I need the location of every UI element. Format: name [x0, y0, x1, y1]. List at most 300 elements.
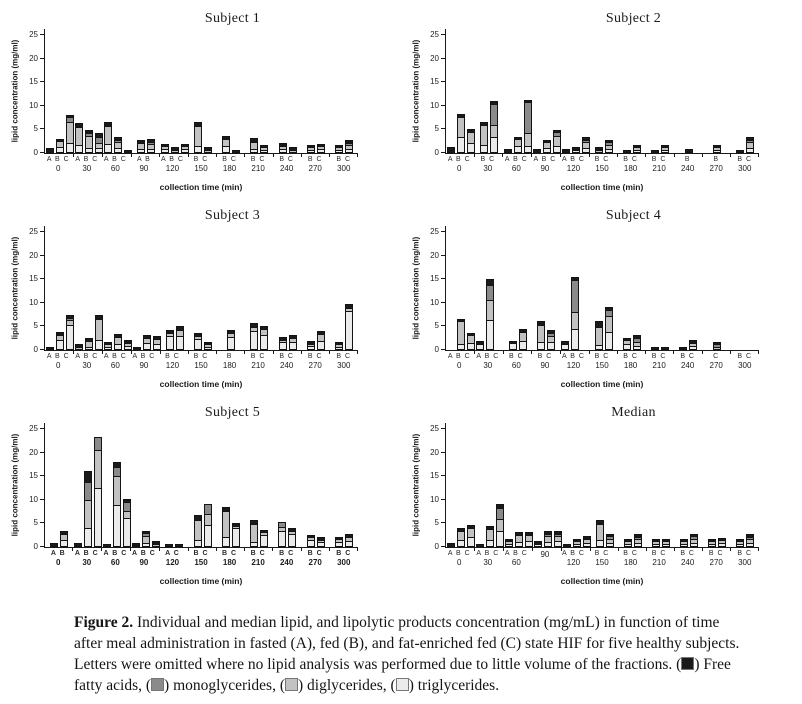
- x-label-cell: [44, 156, 73, 174]
- y-axis-label-text: lipid concentration (mg/ml): [10, 433, 20, 537]
- bar-segment-triglycerides: [607, 543, 613, 546]
- bar-segment-free_fatty_acids: [505, 150, 511, 152]
- bar-slot: [514, 532, 523, 547]
- bar-group-60: [103, 29, 132, 153]
- bar-group-180: [217, 29, 245, 153]
- time-label: 30: [82, 164, 92, 173]
- time-label: 180: [623, 361, 638, 370]
- bar-segment-diglycerides: [61, 534, 67, 541]
- stacked-bar-B-180: [624, 539, 632, 548]
- condition-letters: B C: [279, 156, 294, 163]
- bar-segment-triglycerides: [625, 544, 631, 547]
- bar-segment-triglycerides: [346, 541, 352, 546]
- condition-letters: A B C: [103, 550, 128, 557]
- condition-letters: B C: [651, 353, 667, 360]
- bar-group-270: [302, 423, 330, 547]
- bar-slot: [123, 340, 132, 350]
- bar-group-120: [160, 29, 189, 153]
- bar-group-90: [532, 29, 561, 153]
- bar-segment-triglycerides: [653, 544, 659, 547]
- condition-letters: A B C: [103, 156, 127, 163]
- bar-segment-free_fatty_acids: [133, 544, 139, 546]
- bar-slot: [306, 535, 315, 547]
- chart-body: [401, 226, 802, 389]
- bar-slot: [604, 307, 613, 350]
- time-label: 90: [540, 550, 550, 559]
- bar-segment-diglycerides: [468, 335, 474, 343]
- bar-slot: [166, 330, 175, 350]
- stacked-bar-B-120: [572, 147, 580, 153]
- bar-group-300: [330, 423, 358, 547]
- bar-segment-diglycerides: [515, 139, 521, 146]
- bar-group-0: [45, 29, 74, 153]
- bar-group-90: [131, 423, 160, 547]
- y-tick-label: 20: [430, 250, 439, 260]
- bar-segment-diglycerides: [223, 139, 229, 147]
- bar-slot: [572, 539, 581, 548]
- bar-segment-triglycerides: [280, 342, 286, 349]
- y-tick-label: 20: [430, 53, 439, 63]
- bar-slot: [132, 347, 141, 351]
- stacked-bar-C-150: [606, 534, 614, 547]
- y-axis-label: [409, 226, 423, 350]
- plot-area: [44, 423, 358, 548]
- bar-group-300: [330, 29, 358, 153]
- x-label-cell: [702, 353, 731, 371]
- bar-slot: [160, 144, 169, 153]
- stacked-bar-C-300: [345, 304, 353, 350]
- bar-segment-triglycerides: [105, 347, 111, 350]
- bar-segment-triglycerides: [96, 340, 102, 349]
- time-label: 270: [709, 164, 723, 173]
- bar-segment-triglycerides: [662, 150, 668, 153]
- x-label-cell: [101, 550, 130, 568]
- bar-slot: [519, 329, 528, 350]
- x-label-cell: [187, 156, 216, 174]
- x-label-cell: [645, 550, 674, 568]
- time-label: 270: [308, 164, 322, 173]
- bar-slot: [547, 330, 556, 350]
- x-tick-mark: [645, 350, 646, 354]
- x-label-cell: [130, 156, 159, 174]
- time-label: 240: [279, 558, 294, 567]
- condition-letters: B C: [250, 550, 266, 557]
- bar-slot: [55, 139, 64, 153]
- chart-body: [401, 29, 802, 192]
- condition-letters: B C: [737, 156, 753, 163]
- x-tick-mark: [244, 350, 245, 354]
- x-label-cell: [301, 353, 330, 371]
- bar-slot: [194, 333, 203, 350]
- stacked-bar-x-90: [544, 531, 552, 547]
- stacked-bar-B-0: [60, 531, 68, 547]
- stacked-bar-B-270: [307, 535, 315, 547]
- stacked-bar-B-240: [680, 539, 688, 548]
- bar-segment-triglycerides: [555, 541, 561, 546]
- bar-slot: [250, 138, 259, 153]
- bar-segment-diglycerides: [525, 133, 531, 147]
- bar-slot: [113, 137, 122, 153]
- stacked-bar-B-240: [279, 337, 287, 350]
- x-label-cell: [187, 353, 216, 371]
- bar-segment-triglycerides: [691, 543, 697, 546]
- chart-body: [0, 226, 401, 389]
- condition-letters: B C: [250, 156, 266, 163]
- bar-group-240: [274, 29, 302, 153]
- bar-slot: [112, 462, 121, 547]
- time-label: 150: [595, 361, 609, 370]
- bar-segment-triglycerides: [318, 341, 324, 349]
- bar-slot: [122, 499, 131, 547]
- stacked-bar-A-90: [533, 149, 541, 153]
- condition-letters: B: [226, 353, 233, 360]
- x-labels-row: [445, 550, 759, 568]
- bar-segment-free_fatty_acids: [47, 348, 53, 350]
- stacked-bar-B-90: [537, 321, 545, 350]
- bar-segment-triglycerides: [261, 335, 267, 349]
- y-tick-label: 10: [430, 100, 439, 110]
- condition-letters: B C: [279, 550, 295, 557]
- y-axis-label: [8, 423, 22, 547]
- bar-segment-monoglycerides: [525, 102, 531, 132]
- bar-segment-triglycerides: [251, 149, 257, 152]
- bar-segment-triglycerides: [336, 150, 342, 153]
- y-tick-label: 5: [434, 321, 439, 331]
- y-tick-label: 15: [29, 77, 38, 87]
- bar-segment-triglycerides: [515, 146, 521, 152]
- y-tick-label: 20: [29, 53, 38, 63]
- time-label: 60: [511, 558, 521, 567]
- bar-segment-triglycerides: [336, 542, 342, 546]
- bar-group-150: [591, 423, 619, 547]
- bar-segment-free_fatty_acids: [686, 150, 692, 152]
- x-label-cell: [158, 550, 187, 568]
- condition-letters: B C: [222, 550, 238, 557]
- stacked-bar-C-30: [496, 504, 504, 547]
- bar-segment-triglycerides: [606, 149, 612, 152]
- bar-slot: [84, 130, 93, 153]
- x-tick-mark: [272, 547, 273, 551]
- y-tick-label: 15: [430, 274, 439, 284]
- bar-segment-triglycerides: [261, 535, 267, 546]
- bar-slot: [250, 520, 259, 547]
- time-label: 300: [738, 164, 752, 173]
- x-tick-mark: [589, 350, 590, 354]
- y-axis-label: [409, 29, 423, 153]
- stacked-bar-B-120: [571, 277, 579, 350]
- bar-group-120: [562, 423, 591, 547]
- y-axis-label: [409, 423, 423, 547]
- bar-segment-triglycerides: [572, 329, 578, 349]
- x-tick-mark: [590, 547, 591, 551]
- y-axis-label-text: lipid concentration (mg/ml): [411, 236, 421, 340]
- bar-slot: [147, 139, 156, 153]
- stacked-bar-A-90: [132, 543, 140, 547]
- bar-slot: [260, 326, 269, 350]
- bar-segment-monoglycerides: [497, 508, 503, 518]
- stacked-bar-B-180: [623, 338, 631, 350]
- bar-segment-triglycerides: [535, 544, 541, 547]
- bar-segment-triglycerides: [67, 143, 73, 152]
- x-axis-title: collection time (min): [560, 379, 644, 389]
- bar-slot: [103, 342, 112, 351]
- stacked-bar-B-30: [480, 122, 488, 153]
- bar-group-120: [561, 226, 590, 350]
- stacked-bar-A-30: [75, 123, 83, 153]
- bar-slot: [605, 140, 614, 153]
- plot-area: [445, 29, 759, 154]
- bar-slot: [227, 330, 236, 351]
- bar-group-210: [245, 423, 273, 547]
- x-labels-row: [445, 156, 759, 174]
- bar-slot: [446, 147, 455, 153]
- condition-letters: B C: [222, 156, 237, 163]
- stacked-bar-C-0: [66, 115, 74, 153]
- time-label: 60: [511, 164, 521, 173]
- condition-letters: B C: [680, 353, 695, 360]
- time-label: 240: [680, 361, 695, 370]
- time-label: 30: [483, 361, 493, 370]
- bar-segment-free_fatty_acids: [563, 150, 569, 152]
- bar-segment-triglycerides: [233, 528, 239, 546]
- stacked-bar-C-0: [467, 333, 475, 350]
- stacked-bar-A-60: [505, 539, 513, 548]
- x-tick-mark: [102, 153, 103, 157]
- bar-segment-triglycerides: [624, 344, 630, 349]
- chart-subject-2: [401, 0, 802, 197]
- stacked-bar-C-210: [661, 347, 669, 351]
- y-axis-label-text: lipid concentration (mg/ml): [10, 236, 20, 340]
- y-axis-label: [8, 226, 22, 350]
- stacked-bar-C-0: [66, 315, 74, 350]
- time-label: 270: [308, 361, 322, 370]
- x-tick-mark: [101, 547, 102, 551]
- bar-group-30: [475, 423, 504, 547]
- y-axis-label: [8, 29, 22, 153]
- condition-letters: B: [713, 156, 720, 163]
- plot-column: [445, 29, 759, 192]
- x-tick-mark: [474, 350, 475, 354]
- stacked-bar-B-60: [114, 137, 122, 153]
- bar-segment-triglycerides: [747, 148, 753, 152]
- bar-segment-triglycerides: [162, 149, 168, 152]
- bar-slot: [50, 543, 59, 547]
- bar-segment-triglycerides: [290, 342, 296, 349]
- bar-slot: [634, 534, 643, 547]
- bar-slot: [690, 534, 699, 547]
- x-tick-mark: [673, 350, 674, 354]
- condition-letters: B C: [193, 550, 209, 557]
- bar-slot: [231, 523, 240, 547]
- bar-slot: [503, 149, 512, 153]
- stacked-bar-C-240: [689, 340, 697, 350]
- stacked-bar-C-210: [661, 145, 669, 154]
- time-label: 120: [165, 164, 180, 173]
- x-label-cell: [301, 550, 330, 568]
- bar-slot: [446, 543, 455, 547]
- x-tick-mark: [560, 153, 561, 157]
- bar-slot: [495, 504, 504, 547]
- plot-column: [445, 226, 759, 389]
- stacked-bar-B-90: [142, 531, 150, 547]
- x-tick-mark: [188, 153, 189, 157]
- bar-segment-diglycerides: [95, 450, 101, 489]
- stacked-bar-B-60: [515, 532, 523, 547]
- stacked-bar-B-240: [279, 143, 287, 153]
- x-tick-mark: [357, 547, 358, 551]
- bar-segment-diglycerides: [606, 316, 612, 332]
- x-tick-mark: [503, 547, 504, 551]
- bar-slot: [571, 147, 580, 153]
- chart-median: [401, 394, 802, 602]
- bar-segment-triglycerides: [115, 148, 121, 152]
- y-tick-label: 10: [29, 494, 38, 504]
- x-label-cell: [130, 550, 159, 568]
- condition-letters: A B C: [75, 353, 99, 360]
- x-tick-mark: [531, 350, 532, 354]
- condition-letters: B C: [623, 156, 638, 163]
- bar-segment-triglycerides: [177, 336, 183, 349]
- condition-letters: B C: [651, 550, 667, 557]
- stacked-bar-A-120: [165, 544, 173, 548]
- bar-segment-triglycerides: [468, 143, 474, 152]
- y-tick-label: 25: [430, 30, 439, 39]
- bar-group-300: [330, 226, 358, 350]
- bar-segment-triglycerides: [516, 542, 522, 546]
- stacked-bar-C-150: [204, 342, 212, 351]
- bar-segment-triglycerides: [663, 544, 669, 547]
- stacked-bar-C-300: [746, 137, 754, 153]
- x-tick-mark: [159, 153, 160, 157]
- stacked-bar-B-30: [85, 130, 93, 153]
- bar-slot: [278, 337, 287, 350]
- bar-group-120: [161, 226, 189, 350]
- x-label-cell: [730, 550, 759, 568]
- x-tick-mark: [645, 153, 646, 157]
- y-tick-label: 20: [29, 250, 38, 260]
- x-tick-mark: [244, 153, 245, 157]
- bar-group-270: [703, 29, 731, 153]
- x-tick-mark: [329, 153, 330, 157]
- bar-segment-free_fatty_acids: [75, 544, 81, 546]
- x-label-cell: [244, 353, 273, 371]
- bar-segment-triglycerides: [481, 145, 487, 152]
- stacked-bar-C-240: [690, 534, 698, 547]
- bar-slot: [278, 522, 287, 547]
- time-label: 180: [623, 558, 638, 567]
- stacked-bar-C-120: [181, 144, 189, 153]
- y-tick-label: 0: [33, 345, 38, 354]
- stacked-bar-B-180: [222, 136, 230, 153]
- x-tick-mark: [560, 350, 561, 354]
- x-label-cell: [474, 550, 503, 568]
- bar-segment-triglycerides: [148, 149, 154, 152]
- bar-slot: [316, 537, 325, 547]
- bar-group-60: [102, 423, 131, 547]
- stacked-bar-C-210: [662, 539, 670, 548]
- bar-segment-triglycerides: [308, 150, 314, 153]
- x-labels-row: [44, 353, 358, 371]
- stacked-bar-C-90: [153, 336, 161, 350]
- y-tick-label: 10: [29, 100, 38, 110]
- bar-segment-triglycerides: [280, 149, 286, 152]
- time-label: 300: [337, 558, 351, 567]
- bar-slot: [334, 537, 343, 547]
- x-label-cell: [588, 353, 617, 371]
- time-label: 60: [110, 164, 120, 173]
- bar-slot: [137, 140, 146, 153]
- condition-letters: B C: [307, 353, 323, 360]
- time-label: 150: [595, 164, 609, 173]
- bar-slot: [466, 525, 475, 547]
- bar-slot: [306, 341, 315, 350]
- bar-slot: [661, 145, 670, 154]
- bar-segment-free_fatty_acids: [134, 348, 140, 350]
- y-tick-label: 20: [29, 447, 38, 457]
- bar-slot: [475, 341, 484, 350]
- x-label-cell: [44, 550, 73, 568]
- bar-segment-monoglycerides: [491, 104, 497, 125]
- bar-group-300: [731, 29, 759, 153]
- bar-slot: [466, 333, 475, 350]
- time-label: 150: [595, 558, 609, 567]
- x-tick-mark: [674, 153, 675, 157]
- bar-segment-triglycerides: [154, 344, 160, 349]
- bar-segment-monoglycerides: [114, 467, 120, 476]
- bar-slot: [466, 129, 475, 153]
- x-axis-title: collection time (min): [159, 182, 243, 192]
- bar-slot: [260, 530, 269, 547]
- x-tick-mark: [131, 350, 132, 354]
- bar-segment-triglycerides: [583, 148, 589, 152]
- condition-letters: B C: [737, 550, 753, 557]
- stacked-bar-A-120: [161, 144, 169, 153]
- bar-slot: [83, 471, 92, 547]
- bar-segment-triglycerides: [86, 148, 92, 152]
- x-tick-mark: [617, 153, 618, 157]
- x-tick-mark: [301, 547, 302, 551]
- bar-segment-triglycerides: [458, 540, 464, 546]
- y-tick-label: 0: [434, 148, 439, 157]
- x-tick-mark: [72, 547, 73, 551]
- x-label-cell: [588, 156, 617, 174]
- x-tick-mark: [216, 350, 217, 354]
- time-label: 90: [139, 164, 149, 173]
- time-label: 120: [165, 558, 180, 567]
- time-label: 210: [251, 361, 265, 370]
- stacked-bar-B-210: [652, 539, 660, 548]
- bar-segment-diglycerides: [714, 347, 720, 350]
- bar-group-150: [590, 29, 618, 153]
- stacked-bar-A-0: [50, 543, 58, 547]
- x-label-cell: [616, 353, 645, 371]
- bar-segment-triglycerides: [114, 505, 120, 546]
- stacked-bar-A-120: [563, 544, 571, 548]
- stacked-bar-C-60: [124, 340, 132, 350]
- stacked-bar-B-300: [335, 145, 343, 154]
- stacked-bar-B-30: [85, 338, 93, 350]
- stacked-bar-C-30: [95, 133, 103, 153]
- y-tick-label: 25: [29, 424, 38, 433]
- x-tick-mark: [702, 547, 703, 551]
- bar-group-210: [647, 423, 675, 547]
- x-tick-mark: [73, 350, 74, 354]
- time-label: 90: [540, 361, 550, 370]
- bar-segment-diglycerides: [516, 535, 522, 542]
- bar-segment-diglycerides: [468, 528, 474, 537]
- y-tick-label: 25: [430, 227, 439, 236]
- bar-slot: [524, 532, 533, 547]
